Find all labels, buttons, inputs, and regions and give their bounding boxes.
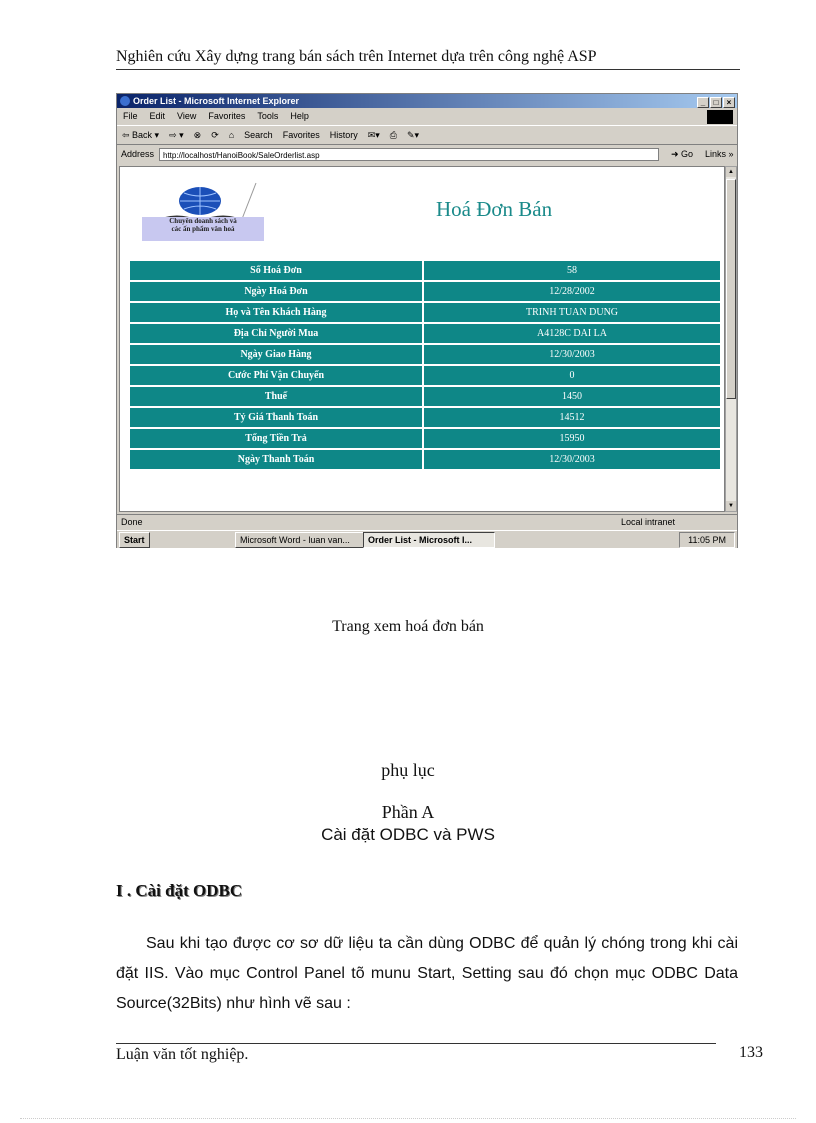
page-viewport [119,166,725,512]
taskbar-item-order-list[interactable]: Order List - Microsoft I... [363,532,495,548]
invoice-table [130,259,720,471]
toolbar-button-1[interactable]: ⇨ ▾ [169,130,184,140]
menu-bar [117,109,737,123]
minimize-icon[interactable]: _ [697,97,709,108]
bottom-dotted-rule [20,1118,796,1119]
internet-explorer-icon [120,96,130,106]
part-subtitle: Cài đặt ODBC và PWS [321,825,495,844]
body-paragraph: Sau khi tạo được cơ sơ dữ liệu ta cần dùng ODBC để quản lý chóng trong khi cài đặt IIS. Vào mục Control Panel tõ munu Start, Setting sau đó chọn mục ODBC Data Source(32Bits) như hình vẽ sau : [116,935,738,1012]
table-row [130,408,720,427]
page-number: 133 [739,1044,763,1061]
toolbar-button-6[interactable]: Favorites [282,130,320,140]
invoice-title: Hoá Đơn Bán [436,197,553,221]
row-label: Ngày Hoá Đơn [130,282,424,301]
toolbar-button-0[interactable]: ⇦ Back ▾ [122,130,160,140]
toolbar-button-10[interactable]: ✎▾ [407,130,420,140]
menu-item-tools[interactable]: Tools [257,111,279,121]
table-row [130,261,720,280]
status-zone: Local intranet [621,517,676,527]
logo-caption-line1: Chuyên doanh sách và [169,217,237,225]
row-label: Tỷ Giá Thanh Toán [130,408,424,427]
browser-toolbar [117,125,737,145]
table-row [130,345,720,364]
maximize-icon[interactable]: □ [710,97,722,108]
menu-item-help[interactable]: Help [290,111,309,121]
row-label: Tổng Tiền Trả [130,429,424,448]
close-icon[interactable]: × [723,97,735,108]
page-header-title: Nghiên cứu Xây dựng trang bán sách trên Internet dựa trên công nghệ ASP [116,48,597,65]
part-heading: Phần A [381,802,435,822]
table-row [130,324,720,343]
toolbar-button-4[interactable]: ⌂ [228,130,235,140]
row-label: Số Hoá Đơn [130,261,424,280]
menu-item-file[interactable]: File [123,111,138,121]
menu-item-edit[interactable]: Edit [149,111,166,121]
address-bar [117,146,737,163]
toolbar-button-5[interactable]: Search [244,130,273,140]
menu-item-view[interactable]: View [177,111,197,121]
logo-caption-line2: các ấn phẩm văn hoá [171,225,235,233]
scroll-up-icon[interactable]: ▲ [726,167,736,177]
row-value: 12/28/2002 [424,282,720,301]
address-label: Address [121,149,155,159]
scroll-down-icon[interactable]: ▼ [726,501,736,511]
row-value: 12/30/2003 [424,450,720,469]
toolbar-button-9[interactable]: ⎙ [389,130,397,140]
toolbar-button-7[interactable]: History [329,130,358,140]
row-value: A4128C DAI LA [424,324,720,343]
window-title: Order List - Microsoft Internet Explorer [133,96,300,106]
logo-caption [142,217,264,241]
footer-text: Luận văn tốt nghiệp. [116,1046,249,1063]
row-value: 1450 [424,387,720,406]
start-button[interactable]: Start [119,532,150,548]
status-bar [117,514,737,529]
row-label: Ngày Thanh Toán [130,450,424,469]
table-row [130,303,720,322]
browser-screenshot [116,93,738,548]
taskbar-clock: 11:05 PM [679,532,735,548]
row-value: 0 [424,366,720,385]
taskbar [117,530,737,548]
header-rule [116,69,740,70]
menu-item-favorites[interactable]: Favorites [208,111,246,121]
table-row [130,429,720,448]
scroll-thumb[interactable] [726,179,736,399]
row-label: Ngày Giao Hàng [130,345,424,364]
section-heading: I . Cài đặt ODBC [116,881,243,900]
table-row [130,450,720,469]
row-value: 15950 [424,429,720,448]
row-label: Họ và Tên Khách Hàng [130,303,424,322]
row-value: 14512 [424,408,720,427]
go-label: Go [681,149,694,159]
row-value: 12/30/2003 [424,345,720,364]
status-text: Done [121,517,143,527]
footer-rule [116,1043,716,1044]
toolbar-button-8[interactable]: ✉▾ [367,130,380,140]
vertical-scrollbar[interactable] [725,166,737,512]
row-label: Địa Chỉ Người Mua [130,324,424,343]
row-label: Cước Phí Vận Chuyển [130,366,424,385]
appendix-heading: phụ lục [381,760,435,780]
links-button[interactable]: Links » [705,149,734,159]
taskbar-item-word[interactable]: Microsoft Word - luan van... [235,532,367,548]
row-value: 58 [424,261,720,280]
row-value: TRINH TUAN DUNG [424,303,720,322]
toolbar-button-3[interactable]: ⟳ [211,130,219,140]
windows-logo-icon [707,110,733,124]
go-button[interactable]: ➜ Go [671,149,694,159]
table-row [130,282,720,301]
figure-caption: Trang xem hoá đơn bán [332,618,484,635]
table-row [130,387,720,406]
row-label: Thuế [130,387,424,406]
table-row [130,366,720,385]
toolbar-button-2[interactable]: ⊗ [193,130,202,140]
address-input[interactable]: http://localhost/HanoiBook/SaleOrderlist.asp [159,148,659,161]
window-titlebar [117,94,737,108]
